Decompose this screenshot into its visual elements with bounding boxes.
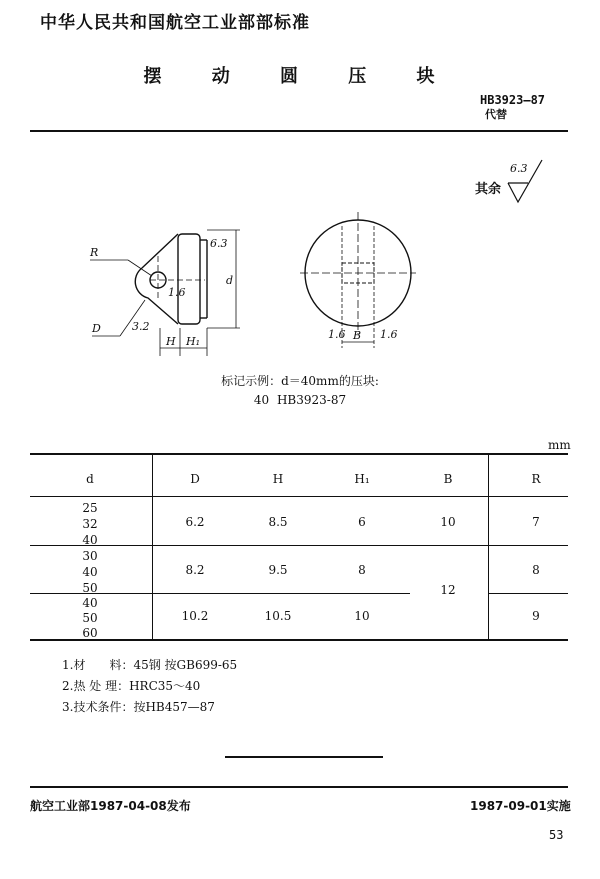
page-number: 53 [549,828,564,842]
table-header-H: H [272,472,284,486]
col-divider-2 [488,453,489,639]
label-H: H [166,335,176,348]
page-title: 摆 动 圆 压 块 [143,66,457,87]
table-header-B: B [443,472,453,486]
marking-example-line1: 标记示例：d＝40mm的压块: [221,374,379,388]
roughness-value: 6.3 [510,162,528,175]
label-R: R [90,246,99,259]
table-header-H1: H₁ [354,472,370,486]
label-roughness-1-6b: 1.6 [328,328,346,341]
marking-example-line2: 40 HB3923-87 [253,393,347,407]
label-H1: H₁ [186,335,201,348]
table-cell-d: 50 [82,581,98,595]
table-cell-d: 40 [82,565,98,579]
table-cell-H: 8.5 [268,515,288,529]
effective-date: 1987-09-01实施 [470,799,571,813]
unit-label: mm [548,438,571,452]
table-cell-d: 30 [82,549,98,563]
table-cell-R: 7 [532,515,540,529]
table-cell-H1: 8 [358,563,366,577]
header-organization: 中华人民共和国航空工业部部标准 [40,13,310,33]
table-cell-d: 60 [82,626,98,640]
table-cell-B: 10 [440,515,456,529]
table-cell-H: 9.5 [268,563,288,577]
label-d: d [226,274,234,287]
label-B: B [353,329,362,342]
table-cell-R: 9 [532,609,540,623]
label-roughness-1-6a: 1.6 [168,286,186,299]
table-cell-D: 8.2 [185,563,205,577]
table-header-d: d [86,472,94,486]
table-cell-H1: 10 [354,609,370,623]
issue-date: 航空工业部1987-04-08发布 [30,799,191,813]
label-roughness-3-2: 3.2 [132,320,150,333]
standard-number: HB3923—87 [480,93,546,107]
footer-divider [30,786,568,788]
label-roughness-1-6c: 1.6 [380,328,398,341]
table-cell-d: 40 [82,596,98,610]
table-cell-d: 40 [82,533,98,547]
label-roughness-6-3: 6.3 [210,237,228,250]
label-D: D [92,322,101,335]
table-cell-d: 25 [82,501,98,515]
table-cell-H: 10.5 [264,609,292,623]
table-cell-D: 10.2 [181,609,209,623]
table-cell-H1: 6 [358,515,366,529]
note-technical-conditions: 3.技术条件：按HB457—87 [62,700,215,714]
roughness-symbol-icon [508,160,542,202]
table-cell-d: 32 [82,517,98,531]
table-header-R: R [531,472,541,486]
note-heat-treatment: 2.热 处 理：HRC35～40 [62,679,201,693]
group-rule-2r [488,593,568,594]
table-cell-d: 50 [82,611,98,625]
note-material: 1.材 料：45钢 按GB699-65 [62,658,238,672]
table-cell-R: 8 [532,563,540,577]
top-view [300,212,416,348]
end-rule [225,756,383,758]
table-cell-B: 12 [440,583,456,597]
col-divider-1 [152,453,153,639]
roughness-label: 其余 [475,182,502,197]
table-header-D: D [190,472,200,486]
table-cell-D: 6.2 [185,515,205,529]
replaces-label: 代替 [485,108,507,121]
